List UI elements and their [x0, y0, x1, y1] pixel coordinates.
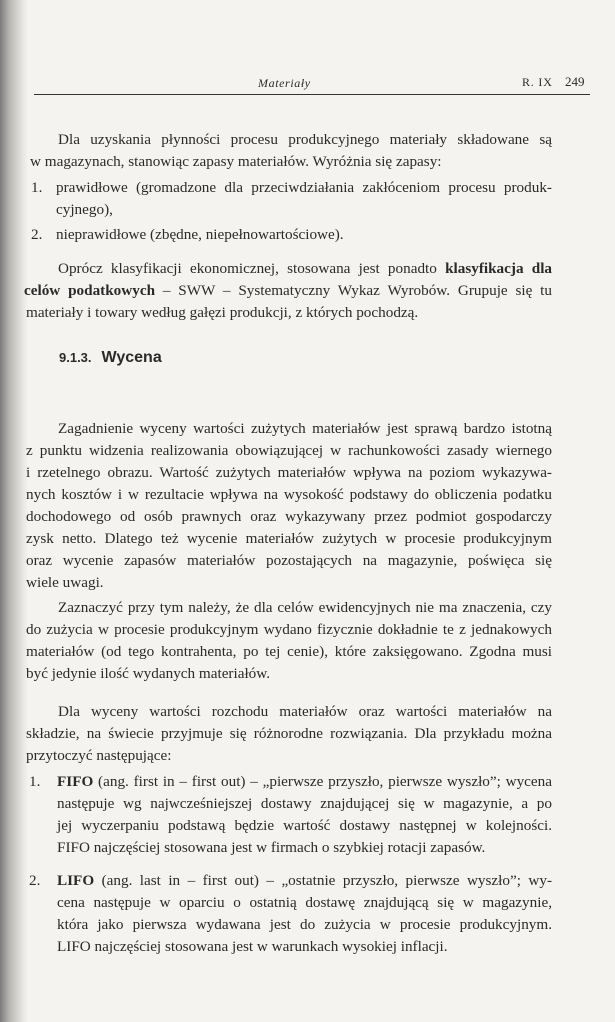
- section-title: Wycena: [101, 349, 162, 366]
- paragraph-line: Zaznaczyć przy tym należy, że dla celów ewidencyjnych nie ma znaczenia, czy: [58, 599, 552, 616]
- list-item-text: FIFO (ang. first in – first out) – „pierwsze przyszło, pierwsze wyszło”; wycena: [57, 773, 552, 790]
- list-item-text: jej wyczerpaniu podstawą będzie wartość dostawy następnej w kolejności.: [57, 817, 552, 834]
- page-gutter-shadow: [0, 0, 28, 1022]
- page-number: 249: [565, 74, 585, 89]
- section-heading: [59, 349, 162, 367]
- paragraph-line: dochodowego od osób prawnych oraz wykazywany przez podmiot gospodarczy: [26, 508, 552, 525]
- list-item-text: nieprawidłowe (zbędne, niepełnowartościowe).: [56, 226, 344, 243]
- paragraph-line: Dla uzyskania płynności procesu produkcyjnego materiały składowane są: [58, 131, 552, 148]
- paragraph-line: wiele uwagi.: [26, 574, 104, 591]
- list-number: 1.: [29, 773, 41, 790]
- list-item-text: LIFO najczęściej stosowana jest w warunkach wysokiej inflacji.: [57, 938, 448, 955]
- paragraph-line: i rzetelnego obrazu. Wartość zużytych materiałów wpływa na poziom wykazywa-: [26, 464, 552, 481]
- paragraph-line: Oprócz klasyfikacji ekonomicznej, stosowana jest ponadto klasyfikacja dla: [58, 260, 553, 277]
- paragraph-line: zysk netto. Dlatego też wycenie materiałów zużytych w procesie produkcyjnym: [26, 530, 552, 547]
- list-item-text: cyjnego),: [56, 201, 113, 218]
- paragraph-line: do zużycia w procesie produkcyjnym wydano fizycznie dokładnie te z jednakowych: [26, 621, 552, 638]
- running-header-chapter: R. IX: [522, 75, 553, 89]
- list-item-text: FIFO najczęściej stosowana jest w firmach o szybkiej rotacji zapasów.: [57, 839, 486, 856]
- paragraph-line: celów podatkowych – SWW – Systematyczny Wykaz Wyrobów. Grupuje się tu: [24, 282, 552, 299]
- running-header-title: Materiały: [258, 76, 311, 90]
- paragraph-line: oraz wycenie zapasów materiałów pozostających na magazynie, poświęca się: [26, 552, 552, 569]
- list-item-text: cena następuje w oparciu o ostatnią dostawę znajdującą się w magazynie,: [57, 894, 552, 911]
- paragraph-line: materiały i towary według gałęzi produkcji, z których pochodzą.: [26, 304, 419, 321]
- list-number: 2.: [31, 226, 43, 243]
- list-item-text: następuje wg najwcześniejszej dostawy znajdującej się w magazynie, a po: [57, 795, 552, 812]
- header-rule: [34, 94, 590, 95]
- list-number: 1.: [31, 179, 43, 196]
- list-number: 2.: [29, 872, 41, 889]
- paragraph-line: nych kosztów i w rezultacie wpływa na wysokość podstawy do obliczenia podatku: [26, 486, 552, 503]
- list-item-text: LIFO (ang. last in – first out) – „ostatnie przyszło, pierwsze wyszło”; wy-: [57, 872, 552, 889]
- list-item-text: która jako pierwsza wydawana jest do zużycia w procesie produkcyjnym.: [57, 916, 552, 933]
- paragraph-line: w magazynach, stanowiąc zapasy materiałów. Wyróżnia się zapasy:: [30, 153, 442, 170]
- paragraph-line: przytoczyć następujące:: [26, 747, 172, 764]
- list-item-text: prawidłowe (gromadzone dla przeciwdziałania zakłóceniom procesu produk-: [56, 179, 552, 196]
- section-number: 9.1.3.: [59, 350, 92, 365]
- paragraph-line: z punktu widzenia realizowania obowiązującej w rachunkowości zasady wiernego: [26, 442, 552, 459]
- paragraph-line: Zagadnienie wyceny wartości zużytych materiałów jest sprawą bardzo istotną: [58, 420, 552, 437]
- paragraph-line: Dla wyceny wartości rozchodu materiałów oraz wartości materiałów na: [58, 703, 552, 720]
- paragraph-line: być jedynie ilość wydanych materiałów.: [26, 665, 271, 682]
- paragraph-line: materiałów (od tego kontrahenta, po tej cenie), które zaksięgowano. Zgodna musi: [26, 643, 552, 660]
- paragraph-line: składzie, na świecie przyjmuje się różnorodne rozwiązania. Dla przykładu można: [26, 725, 552, 742]
